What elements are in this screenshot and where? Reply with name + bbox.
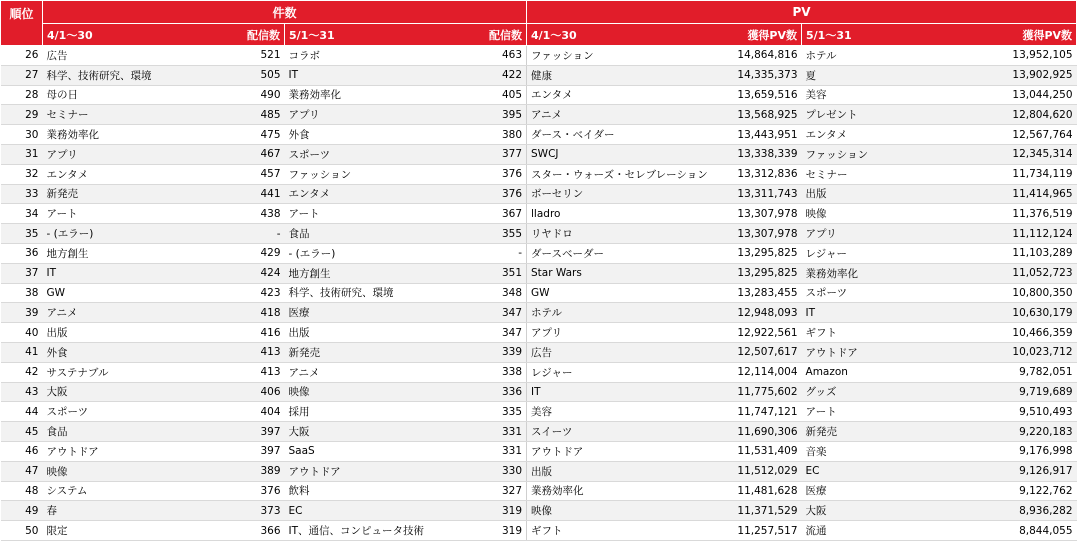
count-apr-value: 441: [233, 184, 285, 204]
rank-cell: 30: [1, 125, 43, 145]
count-may-keyword: 出版: [285, 323, 475, 343]
count-may-value: 348: [475, 283, 527, 303]
count-may-keyword: IT: [285, 65, 475, 85]
rank-cell: 41: [1, 342, 43, 362]
pv-apr-value: 13,312,836: [712, 164, 802, 184]
table-row: [1, 243, 1077, 263]
pv-may-keyword: エンタメ: [802, 125, 987, 145]
count-apr-keyword: 映像: [43, 461, 233, 481]
count-apr-keyword: 出版: [43, 323, 233, 343]
table-row: [1, 402, 1077, 422]
pv-may-keyword: プレゼント: [802, 105, 987, 125]
pv-may-keyword: EC: [802, 461, 987, 481]
count-may-header: [285, 24, 527, 46]
count-may-keyword: 大阪: [285, 422, 475, 442]
count-may-value: 330: [475, 461, 527, 481]
pv-may-value: 9,176,998: [987, 441, 1077, 461]
count-may-keyword: アート: [285, 204, 475, 224]
rank-cell: 36: [1, 243, 43, 263]
pv-may-value: 13,952,105: [987, 46, 1077, 66]
rank-cell: 39: [1, 303, 43, 323]
rank-cell: 28: [1, 85, 43, 105]
pv-apr-keyword: ホテル: [527, 303, 712, 323]
count-apr-value: 490: [233, 85, 285, 105]
count-may-period: 5/1〜31: [289, 28, 335, 42]
pv-apr-keyword: アウトドア: [527, 441, 712, 461]
count-may-keyword: ファッション: [285, 164, 475, 184]
count-apr-keyword: 新発売: [43, 184, 233, 204]
pv-may-value: 11,734,119: [987, 164, 1077, 184]
pv-may-keyword: ホテル: [802, 46, 987, 66]
rank-cell: 38: [1, 283, 43, 303]
count-apr-keyword: 科学、技術研究、環境: [43, 65, 233, 85]
pv-apr-keyword: ファッション: [527, 46, 712, 66]
pv-may-value: 10,630,179: [987, 303, 1077, 323]
pv-may-keyword: Amazon: [802, 362, 987, 382]
pv-may-keyword: スポーツ: [802, 283, 987, 303]
pv-apr-keyword: アプリ: [527, 323, 712, 343]
table-row: [1, 204, 1077, 224]
count-may-value: 336: [475, 382, 527, 402]
count-may-value: 331: [475, 441, 527, 461]
pv-apr-keyword: ダース・ベイダー: [527, 125, 712, 145]
table-row: [1, 85, 1077, 105]
pv-may-value: 9,122,762: [987, 481, 1077, 501]
pv-apr-value: 13,659,516: [712, 85, 802, 105]
count-may-value: 331: [475, 422, 527, 442]
count-apr-value: 423: [233, 283, 285, 303]
pv-apr-value: 14,335,373: [712, 65, 802, 85]
count-apr-keyword: アート: [43, 204, 233, 224]
pv-may-keyword: ファッション: [802, 144, 987, 164]
count-may-value: 377: [475, 144, 527, 164]
count-may-value: 355: [475, 224, 527, 244]
count-apr-value: 475: [233, 125, 285, 145]
pv-apr-keyword: 映像: [527, 501, 712, 521]
count-may-value: 463: [475, 46, 527, 66]
pv-apr-keyword: IT: [527, 382, 712, 402]
count-may-keyword: アプリ: [285, 105, 475, 125]
count-apr-value: -: [233, 224, 285, 244]
count-may-keyword: コラボ: [285, 46, 475, 66]
pv-may-value: 8,936,282: [987, 501, 1077, 521]
count-may-value: 319: [475, 501, 527, 521]
pv-may-value: 9,220,183: [987, 422, 1077, 442]
count-apr-value: 397: [233, 441, 285, 461]
rank-cell: 40: [1, 323, 43, 343]
count-may-value: 376: [475, 164, 527, 184]
count-may-keyword: 医療: [285, 303, 475, 323]
count-apr-keyword: スポーツ: [43, 402, 233, 422]
count-apr-value: 457: [233, 164, 285, 184]
count-may-value: 327: [475, 481, 527, 501]
count-may-value: 338: [475, 362, 527, 382]
pv-may-keyword: 新発売: [802, 422, 987, 442]
pv-may-keyword: IT: [802, 303, 987, 323]
pv-apr-keyword: GW: [527, 283, 712, 303]
pv-apr-header: [527, 24, 802, 46]
count-may-keyword: EC: [285, 501, 475, 521]
pv-may-keyword: 出版: [802, 184, 987, 204]
pv-may-value: 8,844,055: [987, 521, 1077, 541]
rank-cell: 48: [1, 481, 43, 501]
table-row: [1, 283, 1077, 303]
rank-cell: 33: [1, 184, 43, 204]
table-row: [1, 521, 1077, 541]
count-group-header: 件数: [43, 1, 527, 24]
pv-may-keyword: 流通: [802, 521, 987, 541]
pv-may-value: 11,414,965: [987, 184, 1077, 204]
count-may-value: 347: [475, 323, 527, 343]
table-row: [1, 105, 1077, 125]
count-apr-keyword: エンタメ: [43, 164, 233, 184]
pv-apr-value: 13,283,455: [712, 283, 802, 303]
count-may-keyword: 食品: [285, 224, 475, 244]
table-row: [1, 441, 1077, 461]
count-apr-value: 404: [233, 402, 285, 422]
pv-apr-keyword: SWCJ: [527, 144, 712, 164]
count-apr-value: 429: [233, 243, 285, 263]
pv-apr-keyword: エンタメ: [527, 85, 712, 105]
count-apr-value: 366: [233, 521, 285, 541]
count-apr-keyword: 大阪: [43, 382, 233, 402]
rank-cell: 44: [1, 402, 43, 422]
pv-apr-value: 11,775,602: [712, 382, 802, 402]
pv-apr-value: 13,295,825: [712, 263, 802, 283]
pv-apr-value: 12,948,093: [712, 303, 802, 323]
pv-may-value: 13,044,250: [987, 85, 1077, 105]
rank-cell: 47: [1, 461, 43, 481]
count-may-keyword: 新発売: [285, 342, 475, 362]
pv-may-value: 12,345,314: [987, 144, 1077, 164]
count-apr-value: 467: [233, 144, 285, 164]
pv-may-value: 12,567,764: [987, 125, 1077, 145]
pv-may-value: 10,800,350: [987, 283, 1077, 303]
rank-cell: 26: [1, 46, 43, 66]
pv-apr-value: 11,531,409: [712, 441, 802, 461]
count-may-keyword: エンタメ: [285, 184, 475, 204]
pv-may-keyword: 夏: [802, 65, 987, 85]
count-apr-value: 397: [233, 422, 285, 442]
count-apr-value: 521: [233, 46, 285, 66]
pv-apr-keyword: 健康: [527, 65, 712, 85]
pv-may-keyword: アウトドア: [802, 342, 987, 362]
table-row: [1, 481, 1077, 501]
pv-apr-value: 13,311,743: [712, 184, 802, 204]
rank-cell: 46: [1, 441, 43, 461]
count-may-value: 351: [475, 263, 527, 283]
count-apr-keyword: システム: [43, 481, 233, 501]
count-apr-col-label: 配信数: [247, 28, 280, 42]
pv-apr-value: 11,747,121: [712, 402, 802, 422]
count-apr-value: 376: [233, 481, 285, 501]
count-may-value: 395: [475, 105, 527, 125]
pv-apr-keyword: スター・ウォーズ・セレブレーション: [527, 164, 712, 184]
count-apr-value: 485: [233, 105, 285, 125]
count-may-value: 319: [475, 521, 527, 541]
count-may-keyword: IT、通信、コンピュータ技術: [285, 521, 475, 541]
pv-may-keyword: セミナー: [802, 164, 987, 184]
table-row: [1, 184, 1077, 204]
table-row: [1, 263, 1077, 283]
rank-cell: 29: [1, 105, 43, 125]
table-row: [1, 303, 1077, 323]
pv-apr-keyword: Star Wars: [527, 263, 712, 283]
rank-cell: 37: [1, 263, 43, 283]
pv-may-keyword: ギフト: [802, 323, 987, 343]
count-apr-keyword: GW: [43, 283, 233, 303]
table-body: [1, 46, 1077, 541]
rank-cell: 42: [1, 362, 43, 382]
table-header: [1, 1, 1077, 46]
count-apr-value: 406: [233, 382, 285, 402]
pv-may-keyword: 美容: [802, 85, 987, 105]
table-row: [1, 362, 1077, 382]
pv-may-keyword: レジャー: [802, 243, 987, 263]
pv-apr-value: 13,443,951: [712, 125, 802, 145]
pv-apr-keyword: 出版: [527, 461, 712, 481]
pv-may-value: 13,902,925: [987, 65, 1077, 85]
rank-cell: 45: [1, 422, 43, 442]
pv-may-keyword: アプリ: [802, 224, 987, 244]
pv-apr-keyword: リヤドロ: [527, 224, 712, 244]
count-apr-keyword: 広告: [43, 46, 233, 66]
pv-apr-value: 14,864,816: [712, 46, 802, 66]
count-apr-value: 416: [233, 323, 285, 343]
count-may-keyword: スポーツ: [285, 144, 475, 164]
pv-may-value: 10,466,359: [987, 323, 1077, 343]
pv-apr-keyword: 美容: [527, 402, 712, 422]
pv-may-value: 9,719,689: [987, 382, 1077, 402]
pv-apr-value: 13,568,925: [712, 105, 802, 125]
pv-may-keyword: 医療: [802, 481, 987, 501]
count-apr-keyword: 地方創生: [43, 243, 233, 263]
count-apr-period: 4/1〜30: [47, 28, 93, 42]
count-may-value: 367: [475, 204, 527, 224]
pv-may-value: 12,804,620: [987, 105, 1077, 125]
count-apr-keyword: アウトドア: [43, 441, 233, 461]
table-row: [1, 46, 1077, 66]
pv-apr-value: 12,507,617: [712, 342, 802, 362]
count-may-value: 376: [475, 184, 527, 204]
pv-group-header: PV: [527, 1, 1077, 24]
count-apr-keyword: 春: [43, 501, 233, 521]
table-row: [1, 342, 1077, 362]
count-apr-value: 418: [233, 303, 285, 323]
rank-cell: 34: [1, 204, 43, 224]
pv-may-keyword: 業務効率化: [802, 263, 987, 283]
count-apr-value: 505: [233, 65, 285, 85]
count-apr-keyword: サステナブル: [43, 362, 233, 382]
pv-may-header: [802, 24, 1077, 46]
pv-apr-value: 13,295,825: [712, 243, 802, 263]
pv-apr-value: 12,922,561: [712, 323, 802, 343]
rank-cell: 32: [1, 164, 43, 184]
pv-apr-keyword: 業務効率化: [527, 481, 712, 501]
count-may-keyword: 業務効率化: [285, 85, 475, 105]
pv-apr-value: 13,338,339: [712, 144, 802, 164]
rank-cell: 35: [1, 224, 43, 244]
count-apr-keyword: IT: [43, 263, 233, 283]
count-apr-value: 373: [233, 501, 285, 521]
count-apr-value: 389: [233, 461, 285, 481]
count-apr-keyword: アニメ: [43, 303, 233, 323]
count-may-keyword: SaaS: [285, 441, 475, 461]
pv-may-value: 11,112,124: [987, 224, 1077, 244]
count-apr-keyword: アプリ: [43, 144, 233, 164]
pv-apr-value: 12,114,004: [712, 362, 802, 382]
rank-cell: 50: [1, 521, 43, 541]
pv-apr-keyword: レジャー: [527, 362, 712, 382]
count-apr-keyword: 母の日: [43, 85, 233, 105]
rank-cell: 31: [1, 144, 43, 164]
pv-apr-col-label: 獲得PV数: [747, 28, 798, 42]
count-may-col-label: 配信数: [489, 28, 523, 42]
count-apr-value: 413: [233, 362, 285, 382]
pv-apr-value: 11,690,306: [712, 422, 802, 442]
rank-cell: 43: [1, 382, 43, 402]
count-may-value: 347: [475, 303, 527, 323]
pv-may-value: 9,510,493: [987, 402, 1077, 422]
pv-apr-value: 11,257,517: [712, 521, 802, 541]
pv-apr-value: 11,512,029: [712, 461, 802, 481]
pv-may-col-label: 獲得PV数: [1022, 28, 1073, 42]
table-row: [1, 164, 1077, 184]
rank-cell: 27: [1, 65, 43, 85]
count-may-keyword: 映像: [285, 382, 475, 402]
table-row: [1, 224, 1077, 244]
count-apr-keyword: 食品: [43, 422, 233, 442]
pv-may-value: 10,023,712: [987, 342, 1077, 362]
pv-may-keyword: アート: [802, 402, 987, 422]
count-apr-keyword: 業務効率化: [43, 125, 233, 145]
count-may-keyword: 科学、技術研究、環境: [285, 283, 475, 303]
pv-may-keyword: 映像: [802, 204, 987, 224]
count-may-value: 335: [475, 402, 527, 422]
pv-apr-keyword: ボーセリン: [527, 184, 712, 204]
count-may-value: 405: [475, 85, 527, 105]
pv-apr-keyword: スイーツ: [527, 422, 712, 442]
count-may-keyword: - (エラー): [285, 243, 475, 263]
pv-may-value: 11,376,519: [987, 204, 1077, 224]
count-apr-value: 438: [233, 204, 285, 224]
count-may-value: 422: [475, 65, 527, 85]
pv-apr-keyword: アニメ: [527, 105, 712, 125]
count-apr-keyword: セミナー: [43, 105, 233, 125]
table-row: [1, 323, 1077, 343]
count-may-value: 380: [475, 125, 527, 145]
table-row: [1, 125, 1077, 145]
pv-apr-value: 11,481,628: [712, 481, 802, 501]
table-row: [1, 382, 1077, 402]
pv-apr-keyword: lladro: [527, 204, 712, 224]
pv-may-value: 11,103,289: [987, 243, 1077, 263]
table-row: [1, 65, 1077, 85]
pv-may-value: 9,782,051: [987, 362, 1077, 382]
count-apr-value: 413: [233, 342, 285, 362]
count-apr-keyword: 限定: [43, 521, 233, 541]
count-may-keyword: 採用: [285, 402, 475, 422]
pv-apr-value: 11,371,529: [712, 501, 802, 521]
pv-may-value: 11,052,723: [987, 263, 1077, 283]
count-may-keyword: 外食: [285, 125, 475, 145]
rank-header: 順位: [1, 1, 43, 46]
pv-apr-value: 13,307,978: [712, 204, 802, 224]
pv-may-keyword: グッズ: [802, 382, 987, 402]
count-may-keyword: アウトドア: [285, 461, 475, 481]
pv-apr-keyword: ギフト: [527, 521, 712, 541]
pv-apr-keyword: ダースベーダー: [527, 243, 712, 263]
table-row: [1, 422, 1077, 442]
pv-may-period: 5/1〜31: [806, 28, 852, 42]
pv-may-keyword: 大阪: [802, 501, 987, 521]
count-may-value: -: [475, 243, 527, 263]
rank-cell: 49: [1, 501, 43, 521]
count-apr-keyword: - (エラー): [43, 224, 233, 244]
table-row: [1, 501, 1077, 521]
pv-may-keyword: 音楽: [802, 441, 987, 461]
count-may-value: 339: [475, 342, 527, 362]
count-may-keyword: アニメ: [285, 362, 475, 382]
count-may-keyword: 地方創生: [285, 263, 475, 283]
table-row: [1, 144, 1077, 164]
count-apr-value: 424: [233, 263, 285, 283]
pv-apr-value: 13,307,978: [712, 224, 802, 244]
pv-may-value: 9,126,917: [987, 461, 1077, 481]
pv-apr-keyword: 広告: [527, 342, 712, 362]
table-row: [1, 461, 1077, 481]
count-may-keyword: 飲料: [285, 481, 475, 501]
count-apr-header: [43, 24, 285, 46]
count-apr-keyword: 外食: [43, 342, 233, 362]
pv-apr-period: 4/1〜30: [531, 28, 577, 42]
